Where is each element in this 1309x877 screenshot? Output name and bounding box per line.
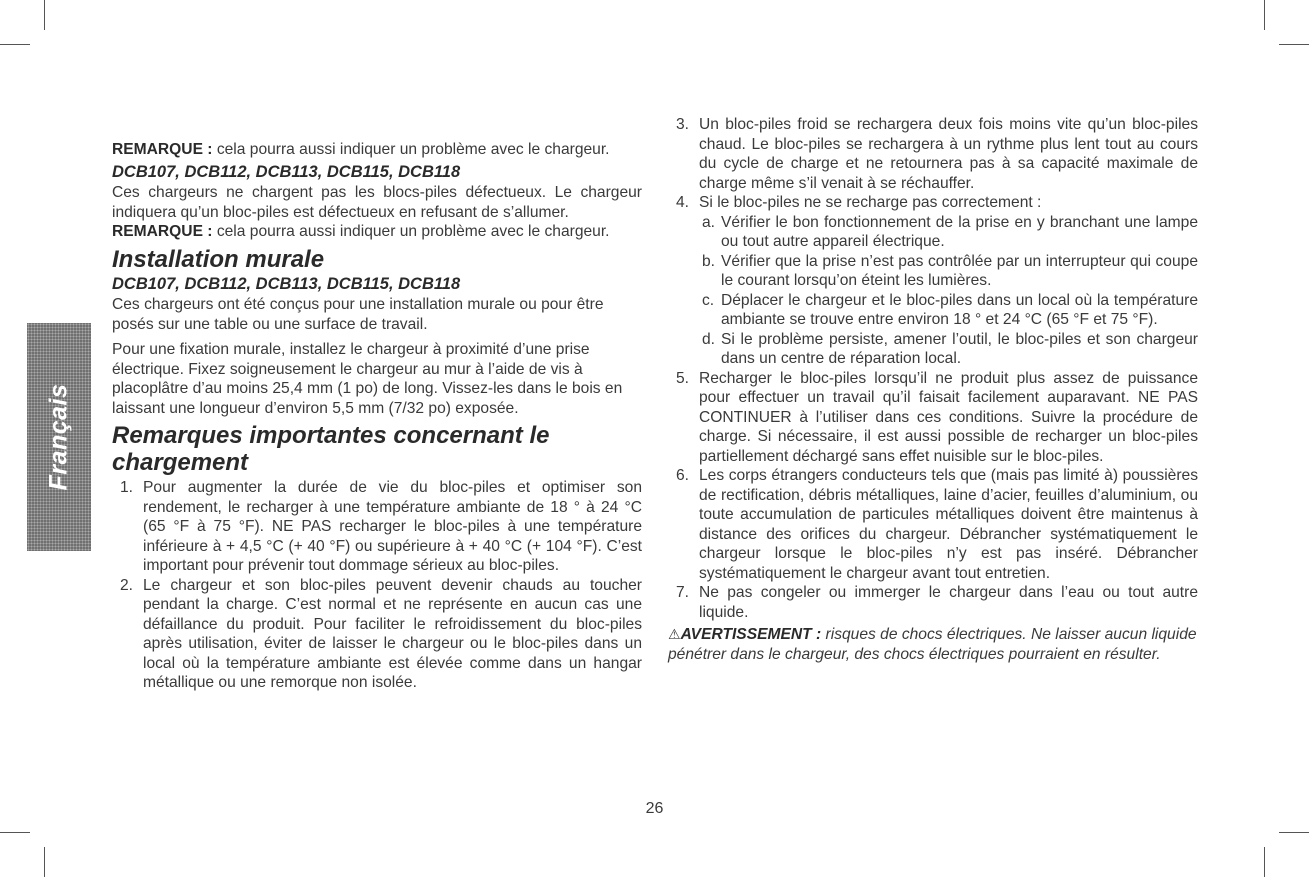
language-side-tab: [27, 323, 91, 551]
right-column: [668, 115, 1198, 664]
page-number: 26: [645, 800, 664, 817]
crop-mark-top-left-h: [0, 44, 30, 45]
sublist-letter: c.: [702, 291, 715, 309]
list-number: 6.: [676, 467, 690, 484]
note-label: REMARQUE :: [112, 223, 213, 240]
list-text: Si le bloc-piles ne se recharge pas correctement :: [699, 194, 1042, 211]
model-list-1: DCB107, DCB112, DCB113, DCB115, DCB118: [112, 162, 461, 181]
list-item: [112, 478, 642, 576]
list-item: [112, 576, 642, 693]
crop-mark-bottom-left-v: [44, 847, 45, 877]
list-text: Le chargeur et son bloc-piles peuvent devenir chauds au toucher pendant la charge. C’est normal et ne représente en aucun cas une défaillance du produit. Pour faciliter le refroidissement du bloc-piles après utilisation, éviter de laisser le chargeur ou le bloc-piles dans un local où la température ambiante est élevée comme dans un hangar métallique ou une remorque non isolée.: [143, 576, 642, 691]
sublist-letter: d.: [702, 330, 716, 348]
wall-mount-instructions: Pour une fixation murale, installez le chargeur à proximité d’une prise électrique. Fixez soigneusement le chargeur au mur à l’aide de vis à placoplâtre d’au moins 25,4 mm (1 po) de long. Vissez-les dans le bois en laissant une longueur d’environ 5,5 mm (7/32 po) exposée.: [112, 341, 623, 417]
sublist-item: [699, 291, 1198, 330]
crop-mark-bottom-right-h: [1279, 832, 1309, 833]
model-list-2: DCB107, DCB112, DCB113, DCB115, DCB118: [112, 274, 461, 293]
crop-mark-bottom-right-v: [1264, 847, 1265, 877]
sublist-text: Déplacer le chargeur et le bloc-piles dans un local où la température ambiante se trouve entre environ 18 ° et 24 °C (65 °F et 75 °F).: [721, 291, 1198, 328]
defective-pack-paragraph: Ces chargeurs ne chargent pas les blocs-piles défectueux. Le chargeur indiquera qu’un bloc-piles est défectueux en refusant de s’allumer.: [112, 184, 642, 221]
list-item: [668, 583, 1198, 622]
list-item: [668, 115, 1198, 193]
warning-paragraph: [668, 625, 1198, 664]
note-text: cela pourra aussi indiquer un problème avec le chargeur.: [212, 141, 610, 158]
note-paragraph-2: [112, 222, 642, 242]
list-text: Pour augmenter la durée de vie du bloc-piles et optimiser son rendement, le recharger à une température ambiante de 18 ° à 24 °C (65 °F à 75 °F). NE PAS recharger le bloc-piles à une température inférieure à + 4,5 °C (+ 40 °F) ou supérieure à + 40 °C (+ 104 °F). C’est important pour prévenir tout dommage sérieux au bloc-piles.: [143, 479, 642, 574]
crop-mark-top-left-v: [44, 0, 45, 30]
list-item: [668, 466, 1198, 583]
list-number: 2.: [120, 576, 134, 594]
note-label: REMARQUE :: [112, 141, 213, 158]
list-number: 5.: [676, 369, 690, 387]
sublist-text: Vérifier que la prise n’est pas contrôlée par un interrupteur qui coupe le courant lorsqu’on éteint les lumières.: [721, 252, 1198, 289]
sublist-item: [699, 330, 1198, 369]
list-text: Ne pas congeler ou immerger le chargeur dans l’eau ou tout autre liquide.: [699, 584, 1198, 621]
list-item: [668, 193, 1198, 369]
crop-mark-bottom-left-h: [0, 832, 30, 833]
sublist-text: Si le problème persiste, amener l’outil, le bloc-piles et son chargeur dans un centre de réparation local.: [721, 330, 1198, 367]
troubleshooting-sublist: [699, 213, 1198, 369]
warning-triangle-icon: ⚠: [668, 626, 681, 642]
note-paragraph-1: [112, 140, 642, 160]
list-number: 3.: [676, 116, 690, 133]
sublist-letter: a.: [702, 213, 716, 231]
note-text: cela pourra aussi indiquer un problème avec le chargeur.: [212, 223, 610, 240]
list-text: Recharger le bloc-piles lorsqu’il ne produit plus assez de puissance pour effectuer un travail qu’il faisait facilement auparavant. NE PAS CONTINUER à l’utiliser dans ces conditions. Suivre la procédure de charge. Si nécessaire, il est aussi possible de recharger un bloc-piles partiellement déchargé sans effet nuisible sur le bloc-piles.: [699, 369, 1198, 465]
charging-notes-list: [112, 478, 642, 693]
list-text: Les corps étrangers conducteurs tels que (mais pas limité à) poussières de rectification, débris métalliques, laine d’acier, feuilles d’aluminium, ou toute accumulation de particules métalliques doivent être maintenus à distance des orifices du chargeur. Débrancher systématiquement le chargeur lorsque le bloc-piles n’y est pas inséré. Débrancher systématiquement le chargeur avant tout entretien.: [699, 467, 1198, 582]
language-tab-label: Français: [44, 383, 73, 491]
sublist-text: Vérifier le bon fonctionnement de la prise en y branchant une lampe ou tout autre appareil électrique.: [721, 213, 1198, 250]
list-text: Un bloc-piles froid se rechargera deux fois moins vite qu’un bloc-piles chaud. Le bloc-piles se rechargera à un rythme plus lent tout au cours du cycle de charge et ne retournera pas à sa capacité maximale de charge même s’il venait à se réchauffer.: [699, 116, 1198, 192]
warning-label: AVERTISSEMENT :: [680, 626, 822, 643]
list-number: 4.: [676, 194, 690, 211]
sublist-item: [699, 213, 1198, 252]
list-number: 7.: [676, 584, 690, 601]
list-item: [668, 369, 1198, 467]
sublist-item: [699, 252, 1198, 291]
heading-wall-mount: Installation murale: [112, 245, 325, 273]
list-number: 1.: [120, 479, 134, 496]
charging-notes-list-continued: [668, 115, 1198, 622]
left-column: [112, 140, 642, 693]
wall-mount-intro: Ces chargeurs ont été conçus pour une installation murale ou pour être posés sur une table ou une surface de travail.: [112, 296, 604, 333]
crop-mark-top-right-v: [1264, 0, 1265, 30]
sublist-letter: b.: [702, 252, 716, 270]
warning-text: risques de chocs électriques. Ne laisser aucun liquide pénétrer dans le chargeur, des chocs électriques pourraient en résulter.: [668, 626, 1197, 663]
crop-mark-top-right-h: [1279, 44, 1309, 45]
heading-charging-notes: Remarques importantes concernant le chargement: [112, 422, 550, 476]
